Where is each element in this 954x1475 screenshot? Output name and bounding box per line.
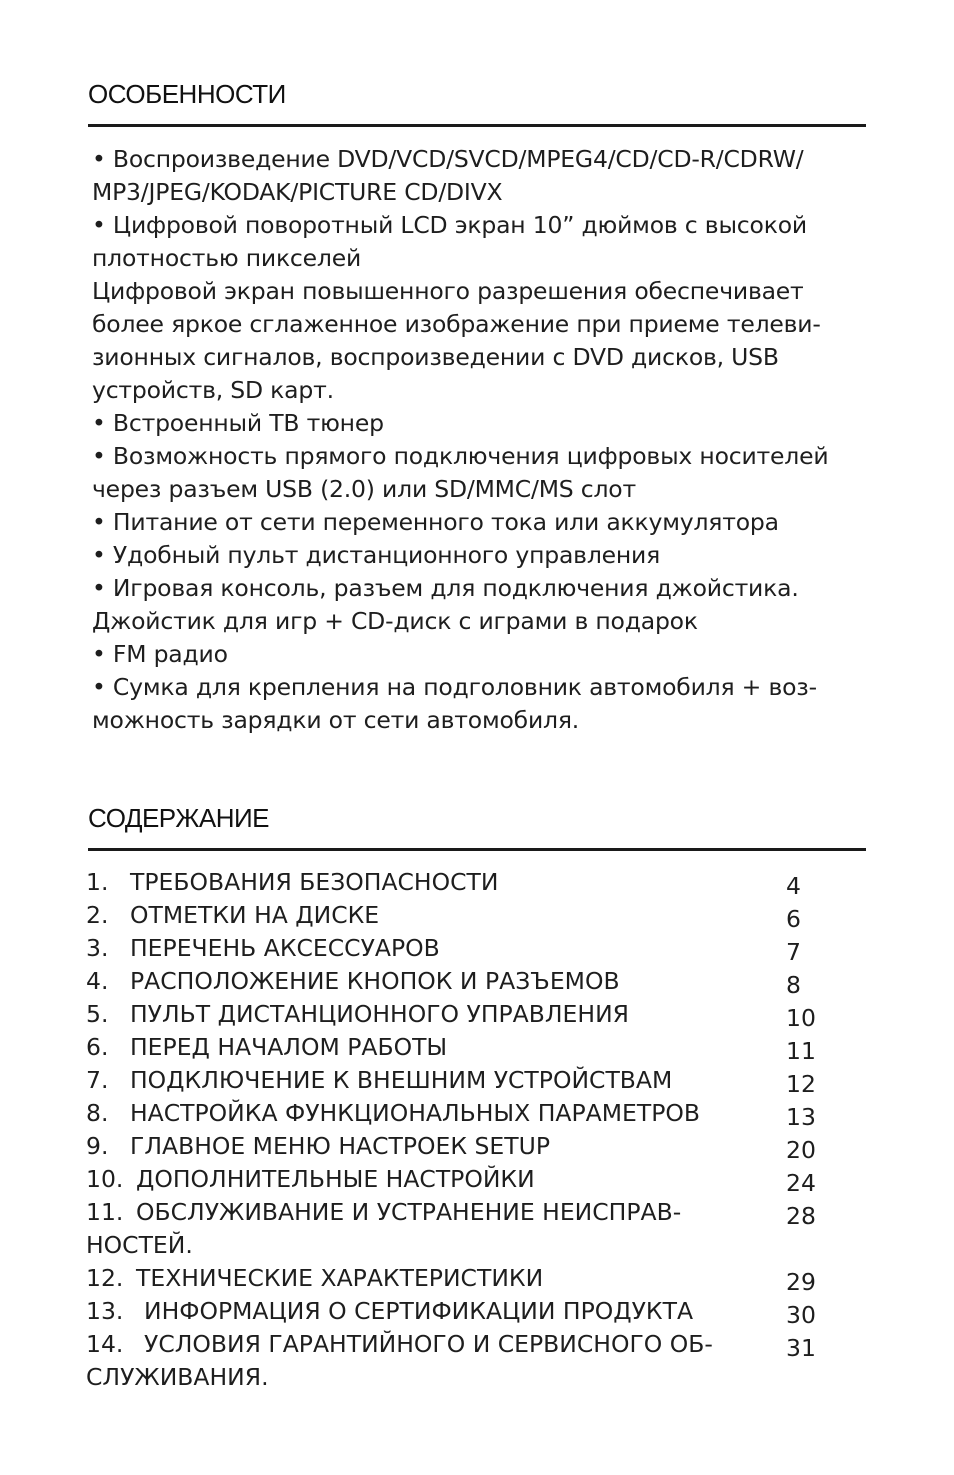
features-divider — [88, 124, 866, 127]
features-line: • Сумка для крепления на подголовник автомобиля + воз- — [92, 673, 817, 701]
toc-page: 24 — [786, 1169, 816, 1197]
toc-number: 12. — [86, 1264, 124, 1292]
contents-title: СОДЕРЖАНИЕ — [88, 803, 270, 833]
toc-item[interactable] — [86, 932, 826, 965]
toc-item[interactable] — [86, 899, 826, 932]
features-line: • Воспроизведение DVD/VCD/SVCD/MPEG4/CD/CD-R/CDRW/ — [92, 145, 804, 173]
toc-page: 11 — [786, 1037, 816, 1065]
toc-page: 29 — [786, 1268, 816, 1296]
toc-number: 5. — [86, 1000, 109, 1028]
toc-item[interactable] — [86, 1196, 826, 1262]
toc-title: НАСТРОЙКА ФУНКЦИОНАЛЬНЫХ ПАРАМЕТРОВ — [130, 1099, 700, 1127]
toc-number: 3. — [86, 934, 109, 962]
toc-number: 13. — [86, 1297, 124, 1325]
features-line: зионных сигналов, воспроизведении с DVD дисков, USB — [92, 343, 779, 371]
toc-page: 30 — [786, 1301, 816, 1329]
features-line: • Удобный пульт дистанционного управления — [92, 541, 661, 569]
toc-item[interactable] — [86, 998, 826, 1031]
toc-title: ДОПОЛНИТЕЛЬНЫЕ НАСТРОЙКИ — [136, 1165, 535, 1193]
toc-title: ПЕРЕЧЕНЬ АКСЕССУАРОВ — [130, 934, 440, 962]
contents-divider — [88, 848, 866, 851]
toc-page: 4 — [786, 872, 801, 900]
toc-title-continuation: СЛУЖИВАНИЯ. — [86, 1363, 269, 1391]
toc-title: ИНФОРМАЦИЯ О СЕРТИФИКАЦИИ ПРОДУКТА — [144, 1297, 694, 1325]
toc-title: ТРЕБОВАНИЯ БЕЗОПАСНОСТИ — [130, 868, 499, 896]
toc-item[interactable] — [86, 1064, 826, 1097]
toc-page: 13 — [786, 1103, 816, 1131]
features-line: Цифровой экран повышенного разрешения обеспечивает — [92, 277, 804, 305]
toc-page: 6 — [786, 905, 801, 933]
toc-item[interactable] — [86, 1031, 826, 1064]
table-of-contents — [86, 866, 826, 1394]
toc-number: 11. — [86, 1198, 124, 1226]
toc-item[interactable] — [86, 965, 826, 998]
features-line: • Питание от сети переменного тока или аккумулятора — [92, 508, 779, 536]
toc-number: 6. — [86, 1033, 109, 1061]
toc-item[interactable] — [86, 1328, 826, 1394]
toc-title: ГЛАВНОЕ МЕНЮ НАСТРОЕК SETUP — [130, 1132, 550, 1160]
features-line: • FM радио — [92, 640, 228, 668]
features-line: устройств, SD карт. — [92, 376, 334, 404]
features-title: ОСОБЕННОСТИ — [88, 79, 286, 109]
toc-page: 8 — [786, 971, 801, 999]
toc-item[interactable] — [86, 1163, 826, 1196]
toc-number: 9. — [86, 1132, 109, 1160]
features-line: через разъем USB (2.0) или SD/MMC/MS слот — [92, 475, 636, 503]
toc-number: 10. — [86, 1165, 124, 1193]
toc-page: 10 — [786, 1004, 816, 1032]
features-line: более яркое сглаженное изображение при приеме телеви- — [92, 310, 821, 338]
toc-title: ОБСЛУЖИВАНИЕ И УСТРАНЕНИЕ НЕИСПРАВ- — [136, 1198, 682, 1226]
toc-item[interactable] — [86, 1262, 826, 1295]
toc-title-continuation: НОСТЕЙ. — [86, 1231, 193, 1259]
toc-item[interactable] — [86, 1295, 826, 1328]
features-line: плотностью пикселей — [92, 244, 362, 272]
toc-item[interactable] — [86, 866, 826, 899]
toc-number: 7. — [86, 1066, 109, 1094]
toc-title: РАСПОЛОЖЕНИЕ КНОПОК И РАЗЪЕМОВ — [130, 967, 620, 995]
features-line: • Возможность прямого подключения цифровых носителей — [92, 442, 829, 470]
features-line: MP3/JPEG/KODAK/PICTURE CD/DIVX — [92, 178, 503, 206]
toc-title: ПОДКЛЮЧЕНИЕ К ВНЕШНИМ УСТРОЙСТВАМ — [130, 1066, 673, 1094]
features-line: • Цифровой поворотный LCD экран 10” дюймов с высокой — [92, 211, 807, 239]
toc-page: 28 — [786, 1202, 816, 1230]
features-line: можность зарядки от сети автомобиля. — [92, 706, 580, 734]
features-line: • Игровая консоль, разъем для подключения джойстика. — [92, 574, 799, 602]
features-list — [92, 143, 872, 737]
toc-title: ПУЛЬТ ДИСТАНЦИОННОГО УПРАВЛЕНИЯ — [130, 1000, 629, 1028]
features-line: Джойстик для игр + CD-диск с играми в подарок — [92, 607, 698, 635]
toc-page: 7 — [786, 938, 801, 966]
toc-item[interactable] — [86, 1130, 826, 1163]
toc-title: УСЛОВИЯ ГАРАНТИЙНОГО И СЕРВИСНОГО ОБ- — [144, 1330, 713, 1358]
toc-title: ПЕРЕД НАЧАЛОМ РАБОТЫ — [130, 1033, 448, 1061]
toc-title: ТЕХНИЧЕСКИЕ ХАРАКТЕРИСТИКИ — [136, 1264, 544, 1292]
toc-item[interactable] — [86, 1097, 826, 1130]
toc-number: 4. — [86, 967, 109, 995]
toc-page: 20 — [786, 1136, 816, 1164]
toc-number: 2. — [86, 901, 109, 929]
features-line: • Встроенный ТВ тюнер — [92, 409, 384, 437]
toc-page: 31 — [786, 1334, 816, 1362]
toc-number: 14. — [86, 1330, 124, 1358]
toc-page: 12 — [786, 1070, 816, 1098]
toc-number: 1. — [86, 868, 109, 896]
toc-title: ОТМЕТКИ НА ДИСКЕ — [130, 901, 380, 929]
toc-number: 8. — [86, 1099, 109, 1127]
